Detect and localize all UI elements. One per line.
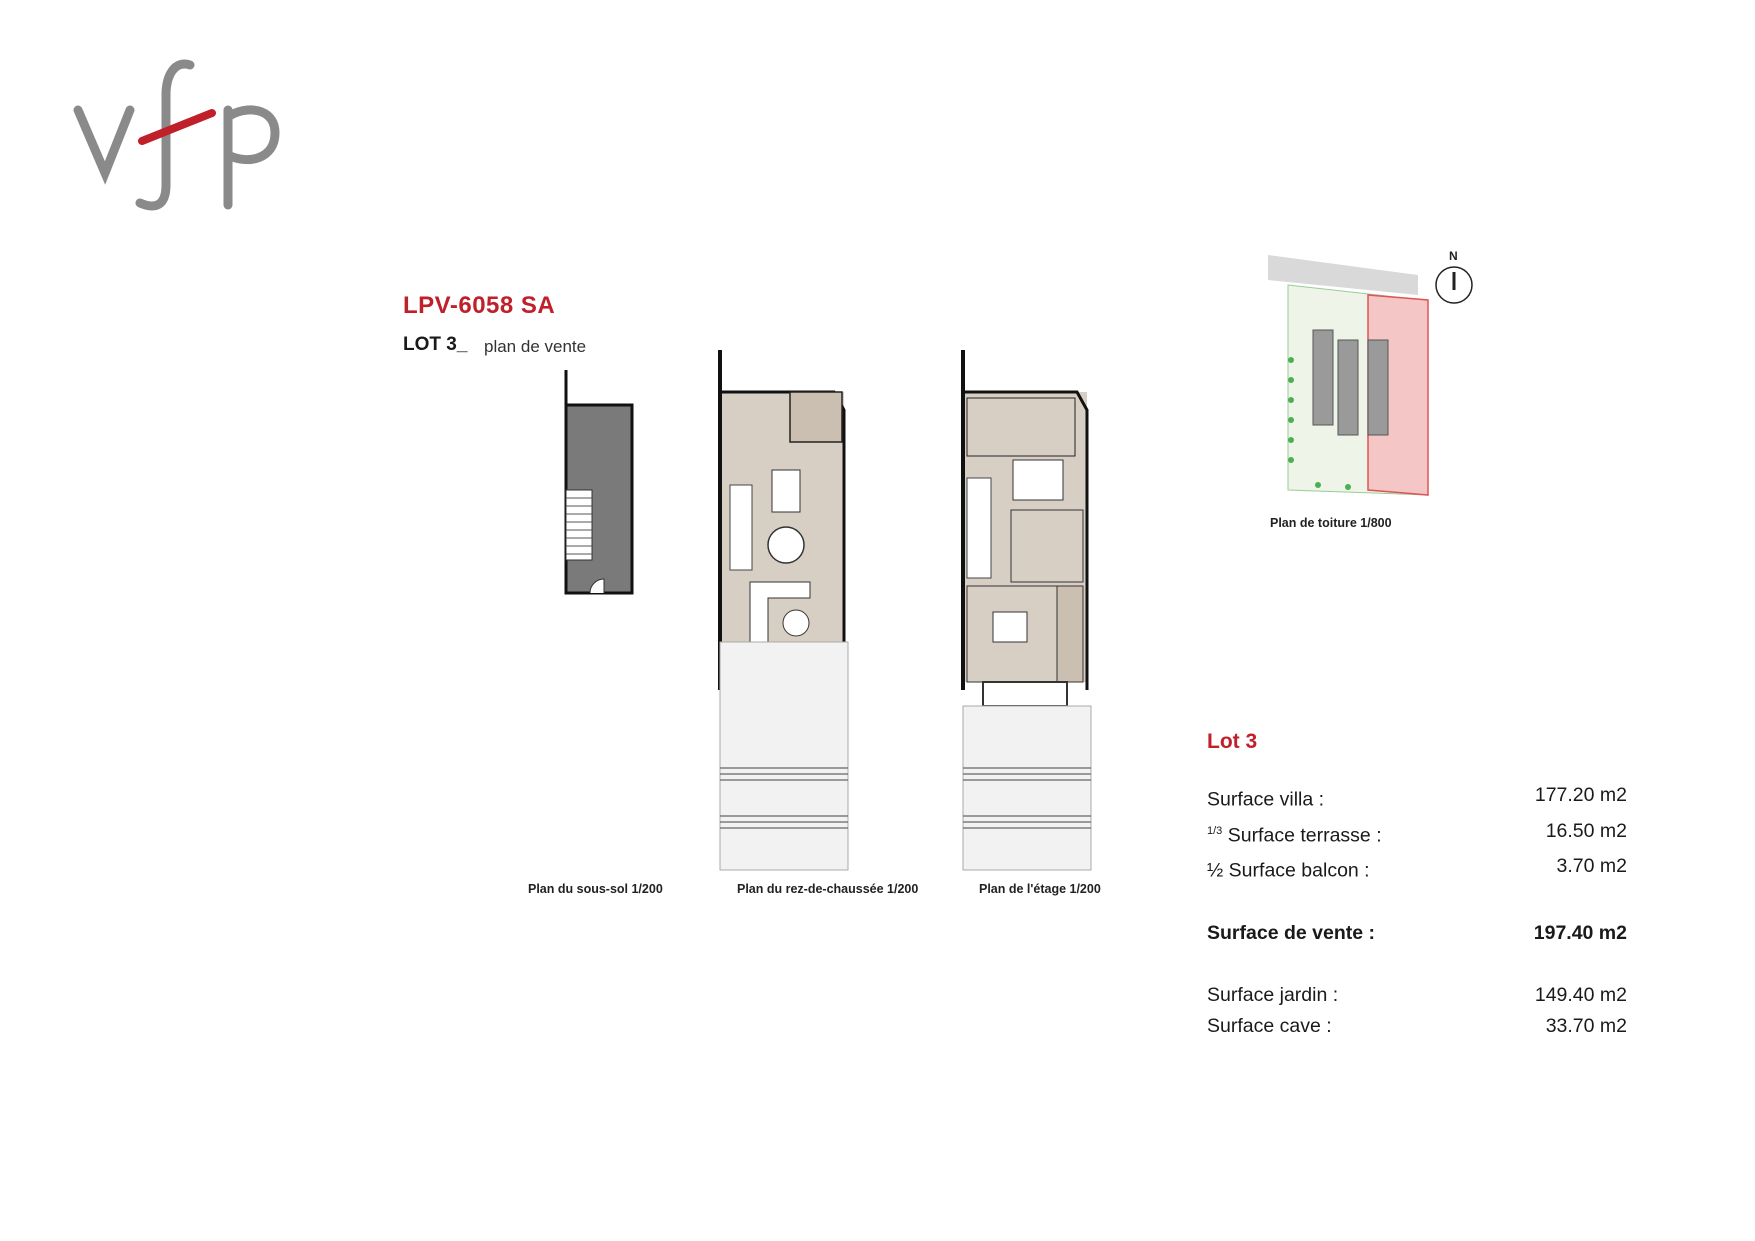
surface-label: Surface jardin : bbox=[1207, 983, 1339, 1006]
basement-caption: Plan du sous-sol 1/200 bbox=[528, 882, 663, 896]
sale-surface-row bbox=[1207, 918, 1627, 949]
surface-summary bbox=[1207, 730, 1627, 1042]
roof-site-plan bbox=[1268, 250, 1473, 510]
sale-surface-value: 197.40 m2 bbox=[1533, 921, 1627, 944]
surface-row bbox=[1207, 851, 1627, 887]
surface-value: 16.50 m2 bbox=[1545, 819, 1627, 842]
upper-floor-caption: Plan de l'étage 1/200 bbox=[979, 882, 1101, 896]
surface-label: Surface villa : bbox=[1207, 788, 1325, 811]
basement-plan bbox=[560, 370, 640, 600]
lot-subtitle: plan de vente bbox=[484, 337, 587, 356]
ground-floor-plan bbox=[710, 350, 870, 875]
surface-value: 33.70 m2 bbox=[1545, 1014, 1627, 1037]
surface-label: Surface terrasse : bbox=[1222, 824, 1382, 846]
sale-surface-label: Surface de vente : bbox=[1207, 921, 1375, 944]
lot-title: LOT 3_ bbox=[403, 334, 468, 355]
surface-row bbox=[1207, 1011, 1627, 1042]
north-label: N bbox=[1449, 250, 1458, 263]
surface-row bbox=[1207, 780, 1627, 816]
vfp-logo bbox=[70, 55, 290, 215]
ground-floor-caption: Plan du rez-de-chaussée 1/200 bbox=[737, 882, 919, 896]
upper-floor-plan bbox=[953, 350, 1103, 875]
surface-label: Surface cave : bbox=[1207, 1014, 1332, 1037]
surface-value: 177.20 m2 bbox=[1534, 784, 1627, 806]
project-code: LPV-6058 SA bbox=[403, 292, 556, 319]
surface-row bbox=[1207, 980, 1627, 1011]
fraction-sup: 1/3 bbox=[1207, 824, 1223, 837]
surface-value: 149.40 m2 bbox=[1534, 983, 1627, 1006]
roof-caption: Plan de toiture 1/800 bbox=[1270, 516, 1392, 530]
surface-value: 3.70 m2 bbox=[1556, 855, 1627, 877]
summary-title: Lot 3 bbox=[1207, 730, 1258, 753]
surface-row bbox=[1207, 816, 1627, 852]
surface-label: ½ Surface balcon : bbox=[1207, 859, 1370, 882]
